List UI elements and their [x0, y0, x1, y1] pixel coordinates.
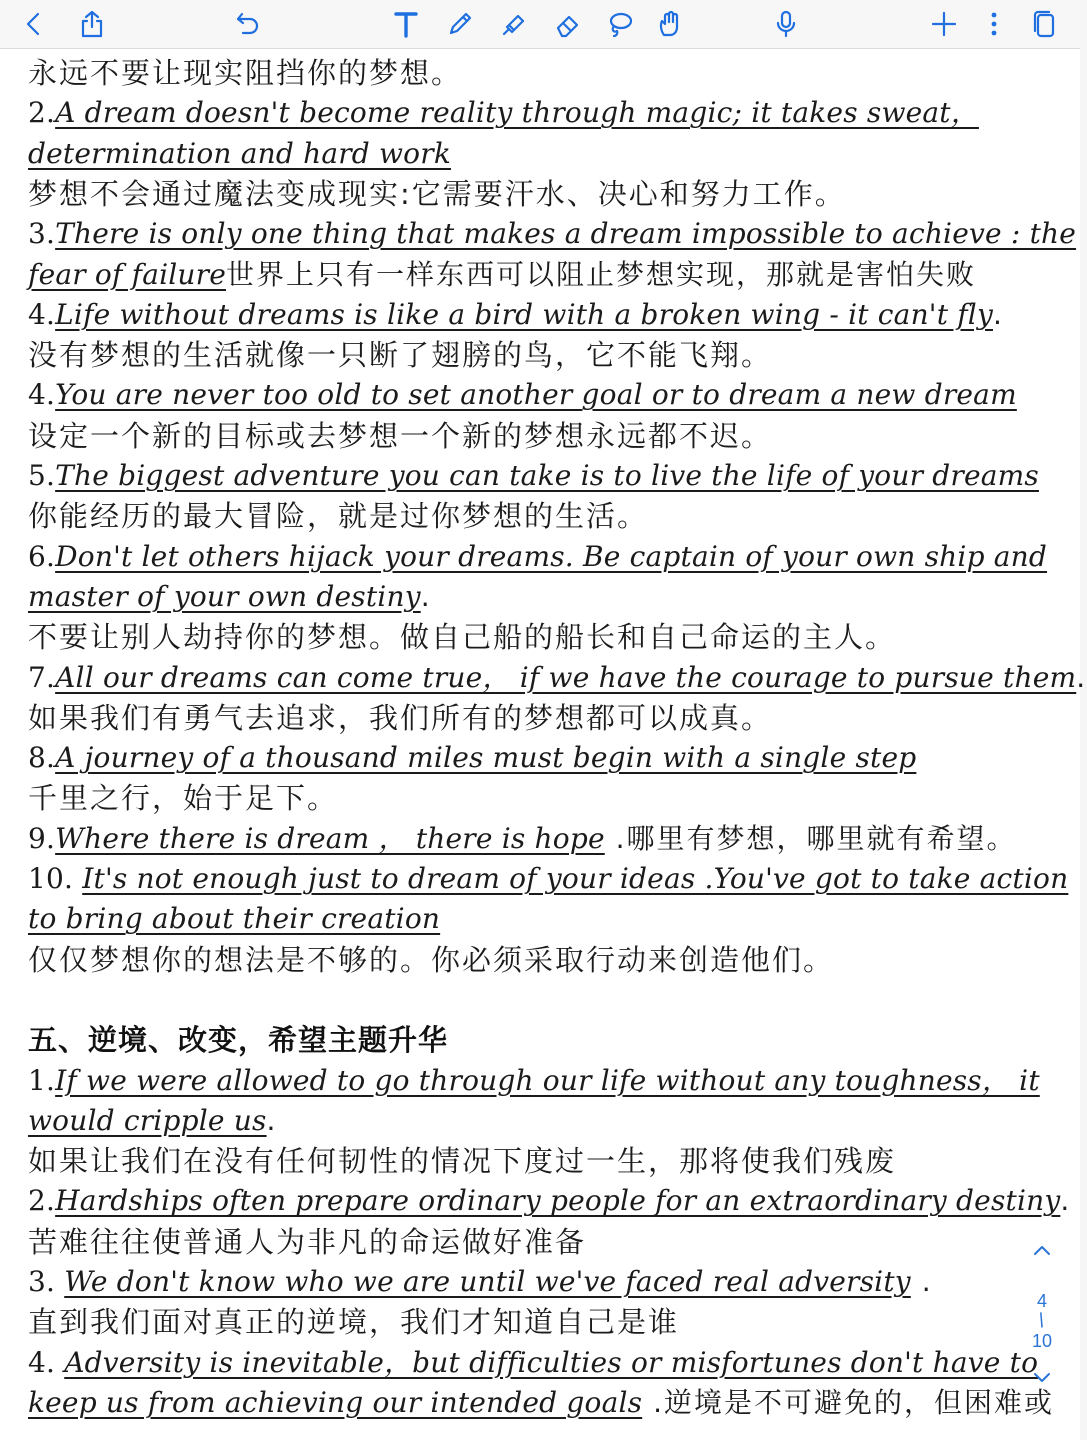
note-line — [28, 658, 1087, 698]
english-quote: determination and hard work — [28, 136, 451, 170]
english-quote: It's not enough just to dream of your ideas .You've got to take action — [82, 862, 1069, 895]
english-quote: to bring about their creation — [28, 902, 441, 936]
note-line — [28, 1181, 1072, 1221]
back-chevron-icon[interactable] — [14, 4, 54, 44]
note-line — [28, 174, 1040, 214]
chinese-translation: 设定一个新的目标或去梦想一个新的梦想永远都不迟。 — [28, 418, 773, 453]
note-line — [28, 93, 1040, 133]
page-separator: / — [1035, 1309, 1049, 1333]
note-line — [28, 738, 1040, 778]
english-quote: A dream doesn't become reality through magic; it takes sweat， — [55, 96, 979, 130]
pages-icon[interactable] — [1024, 4, 1064, 44]
add-icon[interactable] — [924, 4, 964, 44]
english-quote: would cripple us — [28, 1103, 267, 1137]
item-number: 9. — [28, 821, 56, 855]
pen-icon[interactable] — [440, 4, 480, 44]
note-line — [28, 1383, 1055, 1423]
note-line — [28, 255, 1040, 295]
chinese-translation: 仅仅梦想你的想法是不够的。你必须采取行动来创造他们。 — [28, 942, 835, 977]
note-line — [28, 1302, 1040, 1342]
english-quote: All our dreams can come true， if we have the courage to pursue them — [55, 660, 1077, 694]
chinese-translation: 如果我们有勇气去追求，我们所有的梦想都可以成真。 — [28, 700, 773, 735]
chevron-up-icon[interactable] — [1031, 1240, 1053, 1262]
note-line — [28, 496, 1040, 536]
item-number: 7. — [28, 660, 56, 694]
english-quote: Where there is dream ， there is hope — [55, 821, 605, 855]
text-tool-icon[interactable] — [386, 4, 426, 44]
item-number: 5. — [28, 459, 56, 492]
undo-icon[interactable] — [228, 4, 268, 44]
english-quote: There is only one thing that makes a dream impossible to achieve : the — [55, 217, 1077, 251]
microphone-icon[interactable] — [766, 4, 806, 44]
trailing-text: 世界上只有一样东西可以阻止梦想实现，那就是害怕失败 — [226, 257, 977, 291]
item-number: 3. — [28, 1265, 65, 1298]
chinese-translation: 你能经历的最大冒险，就是过你梦想的生活。 — [28, 499, 649, 534]
english-quote: A journey of a thousand miles must begin with a single step — [55, 741, 917, 775]
note-line — [28, 1343, 1040, 1383]
english-quote: Don't let others hijack your dreams. Be captain of your own ship and — [55, 539, 1048, 573]
english-quote: If we were allowed to go through our life without any toughness， it — [55, 1063, 1040, 1097]
trailing-text: .哪里有梦想，哪里就有希望。 — [604, 821, 1017, 855]
more-icon[interactable] — [974, 4, 1014, 44]
note-line — [28, 416, 1040, 456]
item-number: 2. — [28, 96, 56, 130]
item-number: 4. — [28, 1345, 65, 1379]
note-line — [28, 134, 1040, 174]
hand-gesture-icon[interactable] — [650, 4, 690, 44]
chinese-translation: 直到我们面对真正的逆境，我们才知道自己是谁 — [28, 1305, 680, 1340]
chevron-down-icon[interactable] — [1031, 1366, 1053, 1388]
note-line — [28, 617, 1040, 657]
note-line — [28, 375, 1040, 415]
note-line — [28, 940, 1040, 980]
page-indicator — [1014, 1240, 1070, 1400]
note-page[interactable] — [0, 49, 1087, 1440]
note-line — [28, 537, 1048, 577]
note-line — [28, 1262, 1040, 1302]
item-number: 6. — [28, 539, 56, 573]
chinese-translation: 千里之行，始于足下。 — [28, 781, 339, 816]
note-line — [28, 1222, 1040, 1262]
note-line — [28, 456, 1040, 496]
item-number: 4. — [28, 378, 56, 412]
note-line — [28, 1061, 1040, 1101]
chinese-translation: 没有梦想的生活就像一只断了翅膀的鸟，它不能飞翔。 — [28, 338, 773, 373]
note-line — [28, 899, 1040, 939]
item-number: 4. — [28, 297, 56, 331]
chinese-translation: 永远不要让现实阻挡你的梦想。 — [28, 56, 463, 90]
trailing-text: . — [420, 579, 432, 613]
english-quote: The biggest adventure you can take is to live the life of your dreams — [55, 459, 1039, 492]
highlighter-icon[interactable] — [494, 4, 534, 44]
note-line — [28, 577, 1040, 617]
trailing-text: . — [266, 1103, 278, 1137]
note-line — [28, 1141, 1040, 1181]
total-page-count: 10 — [1031, 1331, 1053, 1351]
note-line — [28, 53, 1040, 93]
english-quote: fear of failure — [28, 257, 226, 291]
current-page-number: 4 — [1036, 1291, 1047, 1311]
english-quote: You are never too old to set another goal or to dream a new dream — [55, 378, 1017, 412]
note-line — [28, 214, 1077, 254]
trailing-text: . — [910, 1265, 933, 1298]
item-number: 8. — [28, 741, 56, 775]
english-quote: keep us from achieving our intended goals — [28, 1385, 643, 1419]
trailing-text: . — [993, 297, 1004, 331]
chinese-translation: 苦难往往使普通人为非凡的命运做好准备 — [28, 1224, 587, 1259]
item-number: 2. — [28, 1184, 56, 1218]
eraser-icon[interactable] — [548, 4, 588, 44]
note-line — [28, 698, 1040, 738]
share-icon[interactable] — [72, 4, 112, 44]
toolbar — [0, 0, 1080, 49]
english-quote: Adversity is inevitable，but difficulties or misfortunes don't have to — [64, 1345, 1039, 1379]
item-number: 3. — [28, 217, 56, 251]
trailing-text: . — [1076, 660, 1087, 694]
trailing-text: . — [1060, 1184, 1072, 1218]
note-line — [28, 1101, 1040, 1141]
english-quote: We don't know who we are until we've faced real adversity — [64, 1265, 911, 1298]
chinese-translation: 梦想不会通过魔法变成现实:它需要汗水、决心和努力工作。 — [28, 176, 846, 211]
english-quote: Hardships often prepare ordinary people for an extraordinary destiny — [55, 1184, 1061, 1218]
note-line — [28, 778, 1040, 818]
note-line — [28, 859, 1069, 899]
chinese-translation: 如果让我们在没有任何韧性的情况下度过一生，那将使我们残废 — [28, 1144, 897, 1179]
item-number: 1. — [28, 1063, 56, 1097]
heading-text: 五、逆境、改变，希望主题升华 — [28, 1023, 449, 1058]
chinese-translation: 不要让别人劫持你的梦想。做自己船的船长和自己命运的主人。 — [28, 620, 897, 655]
english-quote: master of your own destiny — [28, 579, 421, 613]
note-line — [28, 819, 1040, 859]
english-quote: Life without dreams is like a bird with a broken wing - it can't fly — [55, 297, 993, 331]
note-line — [28, 335, 1040, 375]
note-line — [28, 295, 1040, 335]
section-heading — [28, 1020, 1040, 1060]
lasso-icon[interactable] — [600, 4, 640, 44]
trailing-text: .逆境是不可避免的，但困难或 — [642, 1385, 1055, 1419]
item-number: 10. — [28, 862, 83, 895]
